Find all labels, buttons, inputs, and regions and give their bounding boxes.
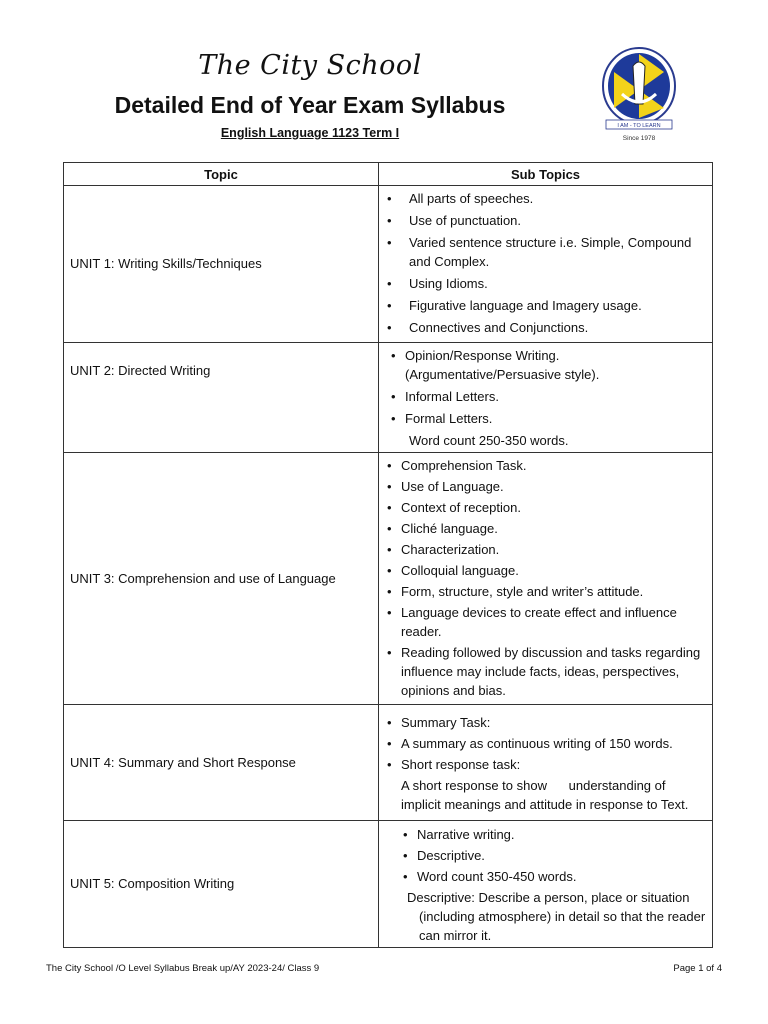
syllabus-table [63, 162, 713, 948]
logo-since: Since 1978 [622, 135, 656, 142]
descriptive-note [385, 888, 708, 945]
list-item: • Informal Letters. [385, 387, 708, 406]
page-subtitle: English Language 1123 Term I [220, 126, 400, 140]
table-row [64, 186, 713, 343]
list-item: • Short response task: [385, 755, 708, 774]
topic-cell: UNIT 5: Composition Writing [64, 821, 379, 948]
list-item: • Descriptive. [385, 846, 708, 865]
topic-cell: UNIT 1: Writing Skills/Techniques [64, 186, 379, 343]
list-item: • Language devices to create effect and influence reader. [385, 603, 708, 641]
descriptive-note-text: Descriptive: Describe a person, place or situation (including atmosphere) in detail so that the reader can mirror it. [407, 889, 706, 943]
logo-motto: I AM - TO LEARN [617, 123, 661, 129]
table-row [64, 343, 713, 453]
table-row [64, 821, 713, 948]
list-item: • Figurative language and Imagery usage. [385, 296, 708, 315]
topic-cell: UNIT 3: Comprehension and use of Language [64, 453, 379, 705]
list-item: • Cliché language. [385, 519, 708, 538]
list-item: • Use of Language. [385, 477, 708, 496]
subtopics-cell [379, 705, 713, 821]
subtopics-cell [379, 343, 713, 453]
topic-cell: UNIT 2: Directed Writing [64, 343, 379, 453]
footer-page-number: Page 1 of 4 [673, 963, 722, 974]
table-row [64, 453, 713, 705]
list-item: • Form, structure, style and writer’s attitude. [385, 582, 708, 601]
list-item: • Varied sentence structure i.e. Simple, Compound and Complex. [385, 233, 708, 271]
subtopics-cell [379, 453, 713, 705]
school-name: The City School [198, 50, 422, 81]
list-item: • Comprehension Task. [385, 456, 708, 475]
topic-column-header: Topic [64, 163, 379, 186]
list-item: • Opinion/Response Writing. (Argumentative/Persuasive style). [385, 346, 708, 384]
list-item: • Characterization. [385, 540, 708, 559]
subtopics-column-header: Sub Topics [379, 163, 713, 186]
footer-document-info: The City School /O Level Syllabus Break up/AY 2023-24/ Class 9 [46, 963, 320, 974]
list-item: • Reading followed by discussion and tasks regarding influence may include facts, ideas, perspectives, opinions and bias. [385, 643, 708, 700]
table-header-row [64, 163, 713, 186]
list-item: • A summary as continuous writing of 150 words. [385, 734, 708, 753]
list-item: • Context of reception. [385, 498, 708, 517]
list-item: • Use of punctuation. [385, 211, 708, 230]
list-item: • All parts of speeches. [385, 189, 708, 208]
school-logo [600, 46, 678, 144]
list-item: • Word count 350-450 words. [385, 867, 708, 886]
subtopics-cell [379, 821, 713, 948]
list-item: • Using Idioms. [385, 274, 708, 293]
table-row [64, 705, 713, 821]
word-count-note: Word count 250-350 words. [409, 433, 569, 448]
topic-cell: UNIT 4: Summary and Short Response [64, 705, 379, 821]
page-title: Detailed End of Year Exam Syllabus [114, 92, 506, 118]
list-item: • Narrative writing. [385, 825, 708, 844]
short-response-note: A short response to show understanding of implicit meanings and attitude in response to Text. [401, 777, 689, 812]
list-item: • Colloquial language. [385, 561, 708, 580]
list-item: • Connectives and Conjunctions. [385, 318, 708, 337]
list-item: • Formal Letters. [385, 409, 708, 428]
subtopics-cell [379, 186, 713, 343]
list-item: • Summary Task: [385, 713, 708, 732]
